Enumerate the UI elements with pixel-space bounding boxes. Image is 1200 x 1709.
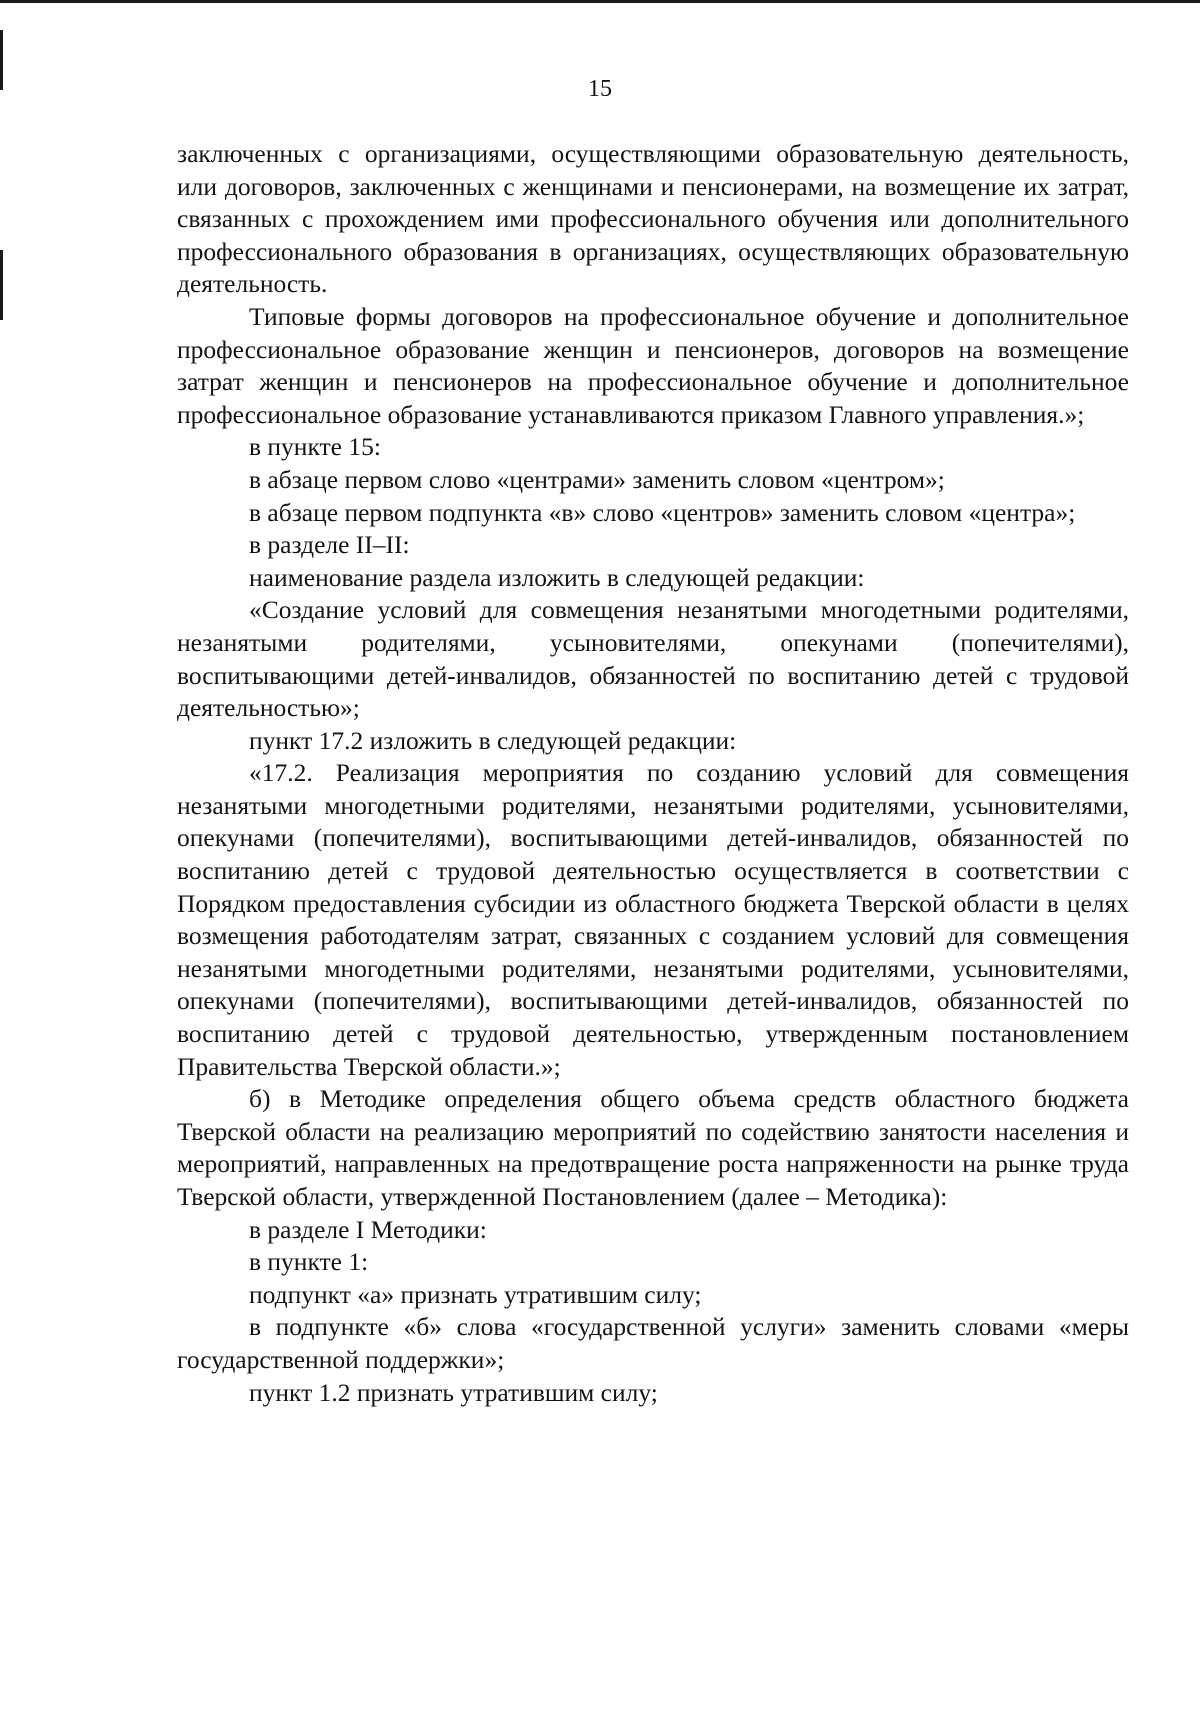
document-body (177, 138, 1129, 1409)
paragraph-11: б) в Методике определения общего объема средств областного бюджета Тверской области на реализацию мероприятий по содействию занятости населения и мероприятий, направленных на предотвращение роста напряженности на рынке труда Тверской области, утвержденной Постановлением (далее – Методика): (177, 1084, 1129, 1211)
paragraph-8: «Создание условий для совмещения незанятыми многодетными родителями, незанятыми родителями, усыновителями, опекунами (попечителями), воспитывающими детей-инвалидов, обязанностей по воспитанию детей с трудовой деятельностью»; (177, 595, 1129, 723)
scan-edge-left-lower (0, 250, 3, 320)
paragraph-3: в пункте 15: (249, 432, 381, 462)
paragraph-13: в пункте 1: (249, 1247, 369, 1277)
scan-edge-top (0, 0, 1200, 3)
paragraph-1: заключенных с организациями, осуществляющими образовательную деятельность, или договоров, заключенных с женщинами и пенсионерами, на возмещение их затрат, связанных с прохождением ими профессионального обучения или дополнительного профессионального образования в организациях, осуществляющих образовательную деятельность. (177, 139, 1129, 299)
paragraph-6: в разделе II–II: (249, 530, 410, 560)
paragraph-4: в абзаце первом слово «центрами» заменить словом «центром»; (249, 464, 945, 494)
paragraph-12: в разделе I Методики: (249, 1214, 487, 1244)
paragraph-10: «17.2. Реализация мероприятия по созданию условий для совмещения незанятыми многодетными родителями, незанятыми родителями, усыновителями, опекунами (попечителями), воспитывающими детей-инвалидов, обязанностей по воспитанию детей с трудовой деятельностью осуществляется в соответствии с Порядком предоставления субсидии из областного бюджета Тверской области в целях возмещения работодателям затрат, связанных с созданием условий для совмещения незанятыми многодетными родителями, незанятыми родителями, усыновителями, опекунами (попечителями), воспитывающими детей-инвалидов, обязанностей по воспитанию детей с трудовой деятельностью, утвержденным постановлением Правительства Тверской области.»; (177, 758, 1129, 1081)
paragraph-14: подпункт «а» признать утратившим силу; (249, 1279, 702, 1309)
paragraph-16: пункт 1.2 признать утратившим силу; (249, 1377, 658, 1407)
paragraph-7: наименование раздела изложить в следующей редакции: (249, 562, 865, 592)
paragraph-9: пункт 17.2 изложить в следующей редакции: (249, 725, 737, 755)
page-number: 15 (588, 76, 612, 102)
paragraph-5: в абзаце первом подпункта «в» слово «центров» заменить словом «центра»; (249, 497, 1076, 527)
paragraph-2: Типовые формы договоров на профессиональное обучение и дополнительное профессиональное образование женщин и пенсионеров, договоров на возмещение затрат женщин и пенсионеров на профессиональное обучение и дополнительное профессиональное образование устанавливаются приказом Главного управления.»; (177, 301, 1129, 429)
paragraph-15: в подпункте «б» слова «государственной услуги» заменить словами «меры государственной поддержки»; (177, 1312, 1129, 1374)
